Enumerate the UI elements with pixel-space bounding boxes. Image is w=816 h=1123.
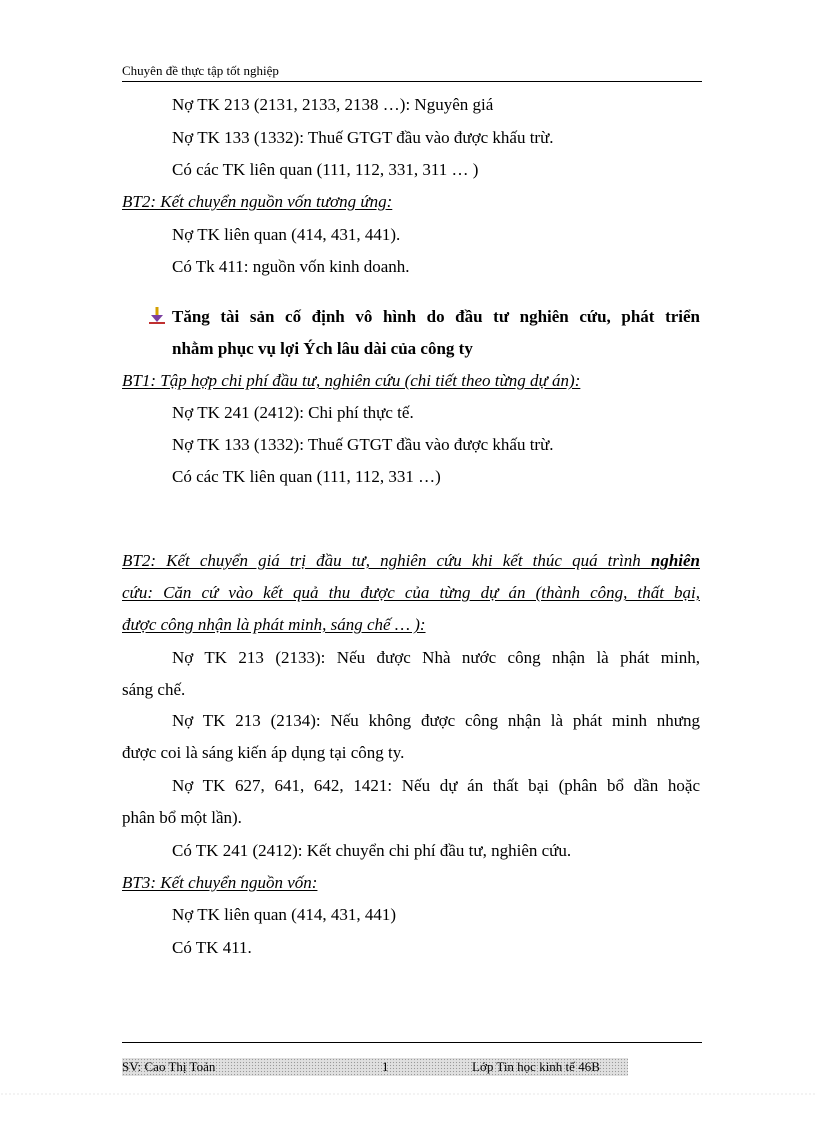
section-heading-bt2-line-2: cứu: Căn cứ vào kết quả thu được của từng dự án (thành công, thất bại, (122, 583, 700, 602)
entry-line: Nợ TK 133 (1332): Thuế GTGT đầu vào được khấu trừ. (172, 435, 554, 454)
paragraph-line: được coi là sáng kiến áp dụng tại công ty. (122, 743, 405, 762)
footer-rule (122, 1042, 702, 1043)
paragraph-line: phân bổ một lần). (122, 808, 242, 827)
entry-line: Có các TK liên quan (111, 112, 331, 311 … ) (172, 160, 479, 179)
paragraph-line: sáng chế. (122, 680, 186, 699)
paragraph-line: Nợ TK 213 (2134): Nếu không được công nhận là phát minh nhưng (172, 711, 700, 730)
arrow-down-bullet-icon (146, 305, 168, 327)
entry-line: Nợ TK 213 (2131, 2133, 2138 …): Nguyên giá (172, 95, 494, 114)
section-heading-bt1: BT1: Tập hợp chi phí đầu tư, nghiên cứu (chi tiết theo từng dự án): (122, 371, 581, 390)
entry-line: Có các TK liên quan (111, 112, 331 …) (172, 467, 441, 486)
entry-line: Có TK 411. (172, 938, 252, 957)
header-title: Chuyên đề thực tập tốt nghiệp (122, 63, 279, 78)
bt2-text: BT2: Kết chuyển giá trị đầu tư, nghiên cứu khi kết thúc quá trình (122, 551, 651, 570)
section-heading-bt2-line-3: được công nhận là phát minh, sáng chế … ): (122, 615, 426, 634)
entry-line: Có Tk 411: nguồn vốn kinh doanh. (172, 257, 410, 276)
footer-class: Lớp Tin học kinh tế 46B (472, 1059, 600, 1074)
section-heading-bt3: BT3: Kết chuyển nguồn vốn: (122, 873, 318, 892)
page-edge-dots (0, 1092, 816, 1096)
bt2-bold-word: nghiên (650, 551, 700, 570)
paragraph-line: Nợ TK 627, 641, 642, 1421: Nếu dự án thất bại (phân bổ dần hoặc (172, 776, 700, 795)
page-footer (122, 1058, 628, 1076)
section-heading-bt2-line-1 (122, 550, 700, 572)
entry-line: Nợ TK liên quan (414, 431, 441). (172, 225, 401, 244)
footer-page-number: 1 (382, 1059, 389, 1074)
section-heading-bt2: BT2: Kết chuyển nguồn vốn tương ứng: (122, 192, 393, 211)
paragraph-line: Nợ TK 213 (2133): Nếu được Nhà nước công nhận là phát minh, (172, 648, 700, 667)
bold-heading-line-1: Tăng tài sản cố định vô hình do đầu tư nghiên cứu, phát triển (172, 307, 700, 326)
bold-heading-line-2: nhằm phục vụ lợi Ých lâu dài của công ty (172, 339, 473, 358)
entry-line: Nợ TK 241 (2412): Chi phí thực tế. (172, 403, 414, 422)
footer-student: SV: Cao Thị Toản (122, 1059, 216, 1074)
entry-line: Nợ TK liên quan (414, 431, 441) (172, 905, 396, 924)
entry-line: Nợ TK 133 (1332): Thuế GTGT đầu vào được khấu trừ. (172, 128, 554, 147)
paragraph-line: Có TK 241 (2412): Kết chuyển chi phí đầu tư, nghiên cứu. (172, 841, 572, 860)
page-header (122, 63, 702, 82)
